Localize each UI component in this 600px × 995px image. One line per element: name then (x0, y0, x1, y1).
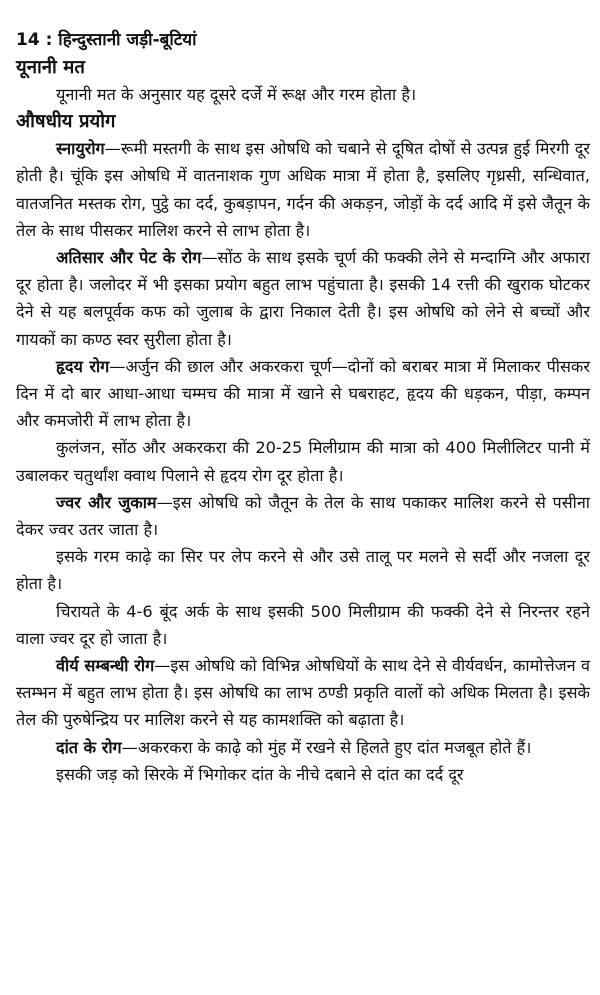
term: अतिसार और पेट के रोग (56, 248, 202, 268)
unani-paragraph: यूनानी मत के अनुसार यह दूसरे दर्जे में रूक्ष और गरम होता है। (56, 85, 417, 104)
paragraph-fever-cold (16, 489, 590, 543)
paragraph-text: चिरायते के 4-6 बूंद अर्क के साथ इसकी 500 मिलीग्राम की फक्की देने से निरन्तर रहने वाला ज्वर दूर हो जाता है। (16, 601, 590, 648)
paragraph-text: कुलंजन, सोंठ और अकरकरा की 20-25 मिलीग्राम की मात्रा को 400 मिलीलिटर पानी में उबालकर चतुर्थांश क्वाथ पिलाने से हृदय रोग दूर होता है। (16, 438, 590, 485)
term: वीर्य सम्बन्धी रोग (56, 656, 155, 676)
paragraph-text: —अर्जुन की छाल और अकरकरा चूर्ण—दोनों को बराबर मात्रा में मिलाकर पीसकर दिन में दो बार आधा-आधा चम्मच की मात्रा में खाने से घबराहट, हृदय की धड़कन, पीड़ा, कम्पन और कमजोरी में लाभ होता है। (16, 356, 590, 431)
paragraph-chirayata (16, 598, 590, 652)
section-heading-usage: औषधीय प्रयोग (16, 111, 116, 133)
paragraph-heart-decoction (16, 434, 590, 488)
term: ज्वर और जुकाम (56, 492, 157, 512)
paragraph-heart-disease (16, 353, 590, 435)
running-head: 14 : हिन्दुस्तानी जड़ी-बूटियां (16, 30, 197, 50)
paragraph-root-vinegar (16, 761, 590, 788)
paragraph-digestive-disorders (16, 244, 590, 353)
section-heading-unani: यूनानी मत (16, 57, 85, 78)
term: हृदय रोग (56, 356, 110, 376)
paragraph-nervous-disorders (16, 135, 590, 244)
paragraph-head-paste (16, 543, 590, 597)
paragraph-dental (16, 734, 590, 761)
paragraph-text: —इस ओषधि को जैतून के तेल के साथ पकाकर मालिश करने से पसीना देकर ज्वर उतर जाता है। (16, 492, 590, 540)
paragraph-text: —सोंठ के साथ इसके चूर्ण की फक्की लेने से मन्दाग्नि और अफारा दूर होता है। जलोदर में भी इसका प्रयोग बहुत लाभ पहुंचाता है। इसकी 14 रत्ती की खुराक घोटकर देने से यह बलपूर्वक कफ को जुलाब के द्वारा निकाल देती है। इस ओषधि को लेने से बच्चों और गायकों का कण्ठ स्वर सुरीला होता है। (16, 248, 590, 349)
paragraph-text: इसके गरम काढ़े का सिर पर लेप करने से और उसे तालू पर मलने से सर्दी और नजला दूर होता है। (16, 547, 590, 594)
paragraph-text: इसकी जड़ को सिरके में भिगोकर दांत के नीचे दबाने से दांत का दर्द दूर (56, 764, 464, 784)
paragraph-virility (16, 652, 590, 734)
term: स्नायुरोग (56, 139, 105, 159)
paragraph-text: —अकरकरा के काढ़े को मुंह में रखने से हिलते हुए दांत मजबूत होते हैं। (121, 737, 532, 757)
term: दांत के रोग (56, 737, 122, 757)
paragraph-text: —इस ओषधि को विभिन्न ओषधियों के साथ देने से वीर्यवर्धन, कामोत्तेजन व स्तम्भन में बहुत लाभ होता है। इस ओषधि का लाभ ठण्डी प्रकृति वालों को अधिक मिलता है। इसके तेल की पुरुषेन्द्रिय पर मालिश करने से यह कामशक्ति को बढ़ाता है। (16, 656, 590, 730)
paragraph-text: —रूमी मस्तगी के साथ इस ओषधि को चबाने से दूषित दोषों से उत्पन्न हुई मिरगी दूर होती है। चूंकि इस ओषधि में वातनाशक गुण अधिक मात्रा में होता है, इसलिए गृध्रसी, सन्धिवात, वातजनित मस्तक रोग, पुट्ठे का दर्द, कुबड़ापन, गर्दन की अकड़न, जोड़ों के दर्द आदि में इसे जैतून के तेल के साथ पीसकर मालिश करने से लाभ होता है। (16, 139, 590, 240)
